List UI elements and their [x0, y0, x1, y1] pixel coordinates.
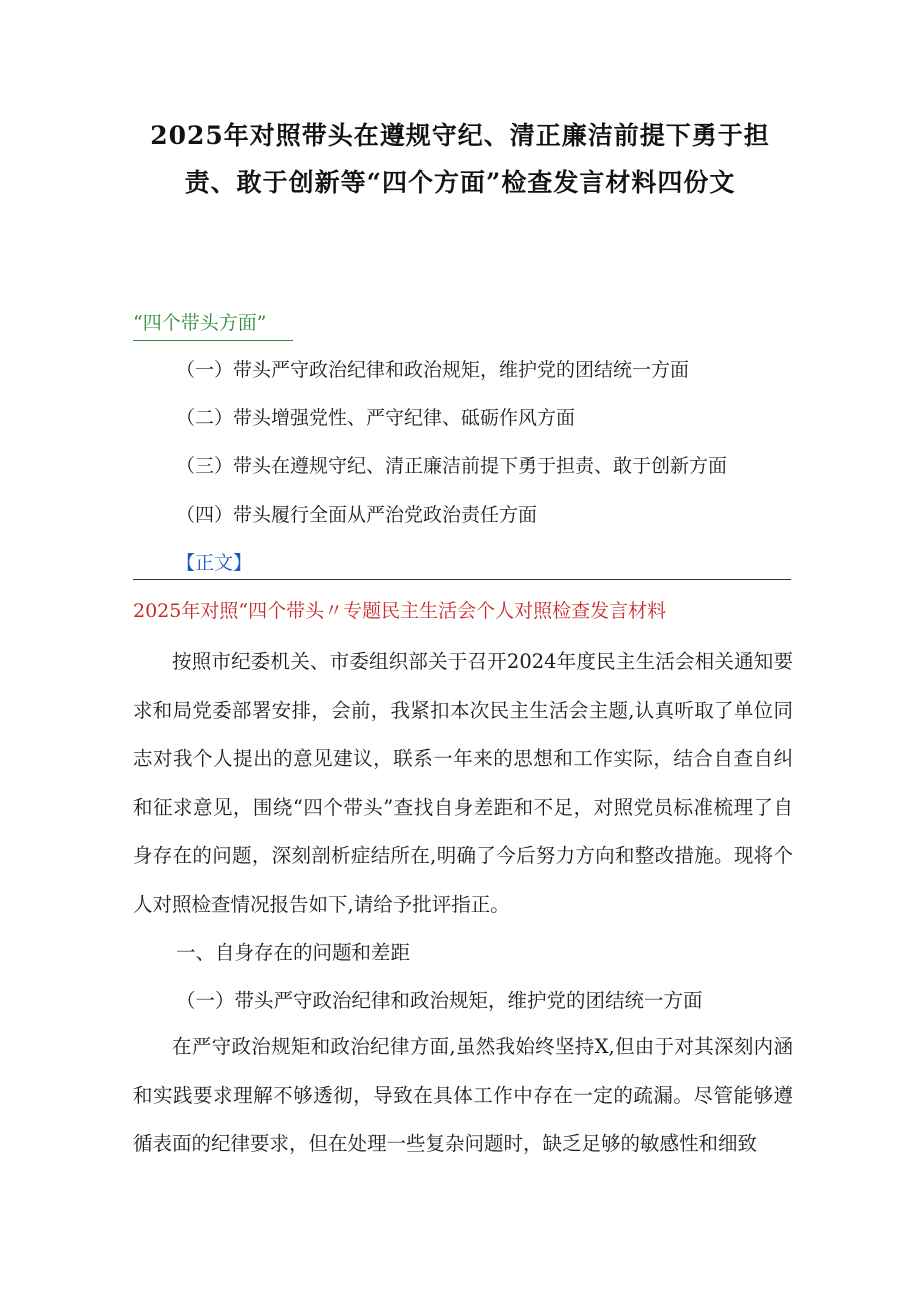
toc-item-1: （一）带头严守政治纪律和政治规矩，维护党的团结统一方面 — [176, 359, 690, 381]
section-paragraph: 在严守政治规矩和政治纪律方面,虽然我始终坚持X,但由于对其深刻内涵和实践要求理解不够透彻，导致在具体工作中存在一定的疏漏。尽管能够遵循表面的纪律要求，但在处理一些复杂问题时，缺乏足够的敏感性和细致 — [133, 1035, 793, 1155]
section-heading: 一、自身存在的问题和差距 — [176, 941, 411, 964]
intro-paragraph: 按照市纪委机关、市委组织部关于召开2024年度民主生活会相关通知要求和局党委部署安排，会前，我紧扣本次民主生活会主题,认真听取了单位同志对我个人提出的意见建议，联系一年来的思想和工作实际，结合自查自纠和征求意见，围绕“四个带头”查找自身差距和不足，对照党员标准梳理了自身存在的问题，深刻剖析症结所在,明确了今后努力方向和整改措施。现将个人对照检查情况报告如下,请给予批评指正。 — [133, 650, 793, 916]
toc-item-3: （三）带头在遵规守纪、清正廉洁前提下勇于担责、敢于创新方面 — [176, 455, 728, 477]
toc-heading[interactable]: “四个带头方面” — [133, 312, 267, 334]
document-title: 2025年对照带头在遵规守纪、清正廉洁前提下勇于担责、敢于创新等“四个方面”检查发言材料四份文 — [150, 121, 770, 197]
toc-item-2: （二）带头增强党性、严守纪律、砥砺作风方面 — [176, 407, 576, 429]
body-marker: 【正文】 — [176, 552, 253, 574]
section-divider — [133, 579, 791, 580]
toc-heading-underline — [133, 340, 293, 341]
subsection-heading: （一）带头严守政治纪律和政治规矩，维护党的团结统一方面 — [176, 989, 703, 1012]
article-title: 2025年对照“四个带头〃专题民主生活会个人对照检查发言材料 — [133, 600, 667, 622]
toc-item-4: （四）带头履行全面从严治党政治责任方面 — [176, 504, 538, 526]
